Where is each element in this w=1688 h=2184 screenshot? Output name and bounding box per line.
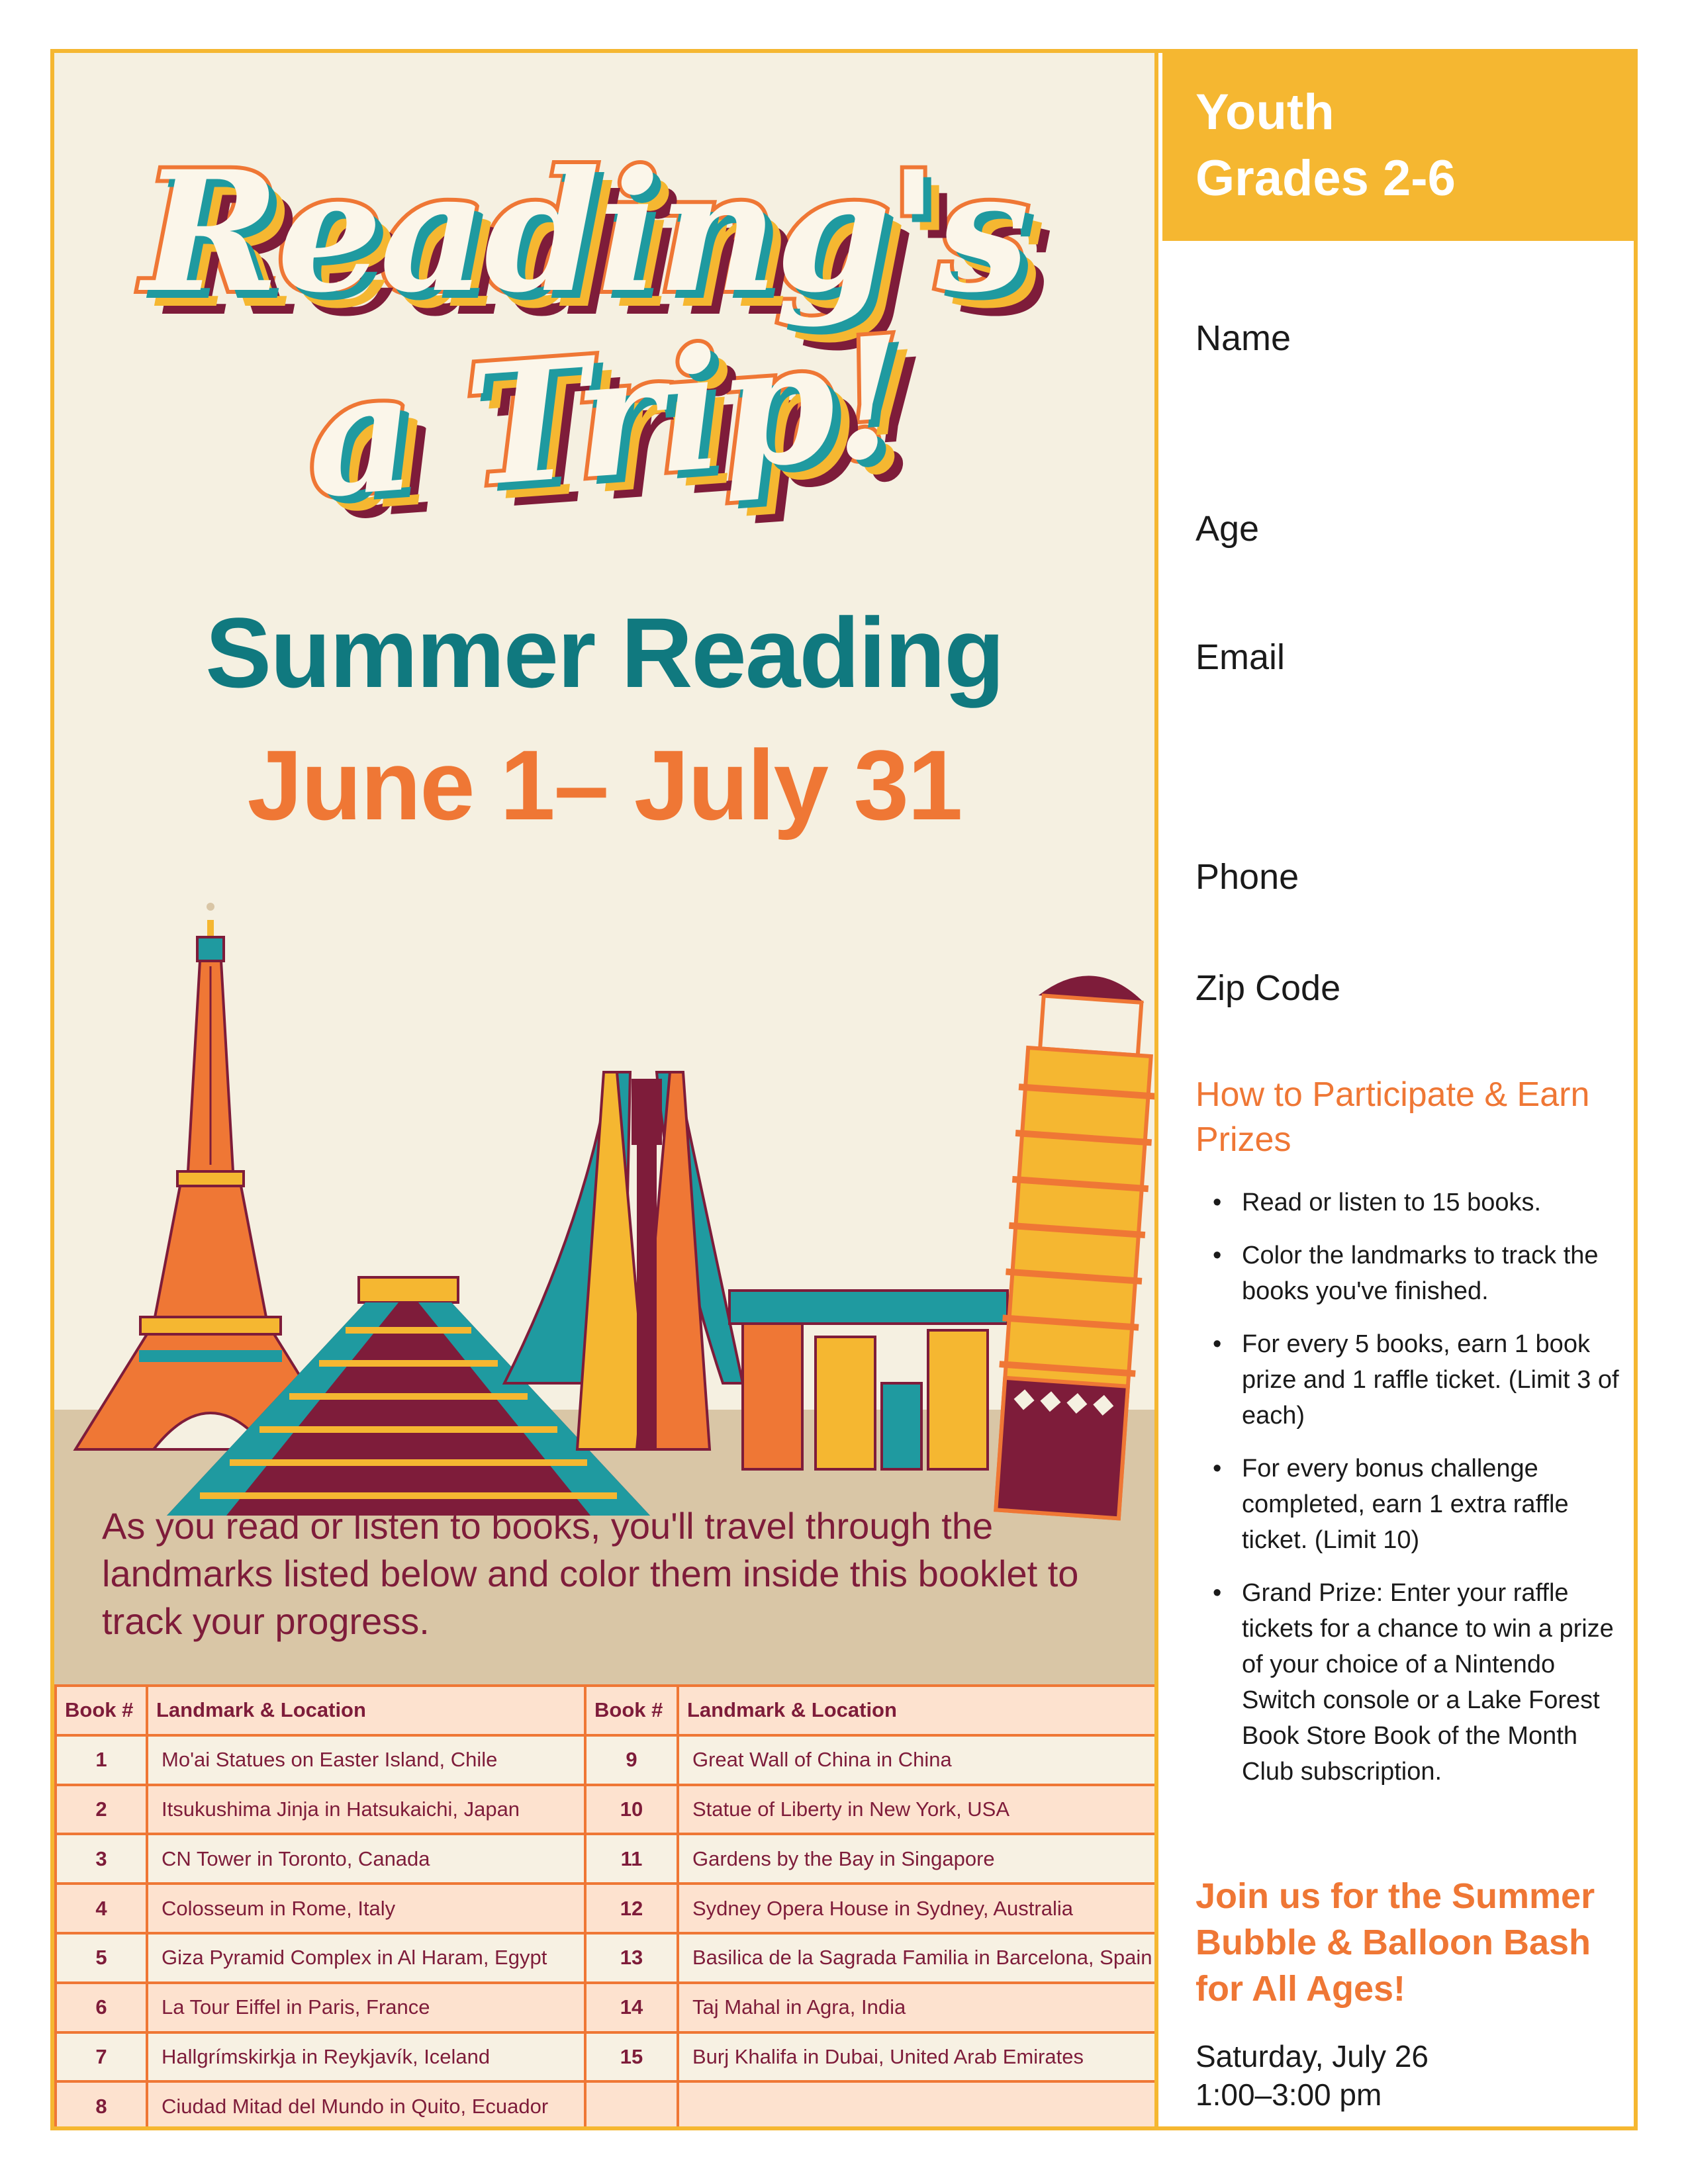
landmark-location: Ciudad Mitad del Mundo in Quito, Ecuador (147, 2081, 585, 2126)
landmark-location: Mo'ai Statues on Easter Island, Chile (147, 1735, 585, 1785)
column-header-book-number: Book # (56, 1686, 147, 1735)
list-item: • For every bonus challenge completed, earn 1 extra raffle ticket. (Limit 10) (1209, 1451, 1626, 1558)
book-number: 4 (56, 1884, 147, 1933)
table-row (56, 1735, 1157, 1785)
landmark-location: Gardens by the Bay in Singapore (678, 1834, 1157, 1884)
registration-panel (1162, 53, 1634, 2126)
program-dates: June 1– July 31 (247, 729, 962, 841)
landmarks-illustration (54, 854, 1158, 1549)
book-number: 6 (56, 1983, 147, 2032)
table-row (56, 1834, 1157, 1884)
book-number (585, 2081, 678, 2126)
book-number: 9 (585, 1735, 678, 1785)
participation-rules (1209, 1185, 1626, 1807)
grade-header (1162, 53, 1634, 241)
landmark-location: La Tour Eiffel in Paris, France (147, 1983, 585, 2032)
stonehenge-icon (729, 1291, 1008, 1469)
name-field-label: Name (1196, 318, 1291, 358)
book-number: 14 (585, 1983, 678, 2032)
book-number: 3 (56, 1834, 147, 1884)
headline-line-2: a Trip! (300, 298, 909, 535)
table-row (56, 1983, 1157, 2032)
program-title: Summer Reading (205, 597, 1004, 708)
list-item: • Read or listen to 15 books. (1209, 1185, 1626, 1220)
phone-field-label: Phone (1196, 857, 1299, 897)
table-row (56, 2032, 1157, 2082)
event-date: Saturday, July 26 (1196, 2039, 1429, 2073)
landmark-table (54, 1684, 1158, 2126)
landmark-location: Burj Khalifa in Dubai, United Arab Emirates (678, 2032, 1157, 2082)
table-header-row (56, 1686, 1157, 1735)
landmark-location: Great Wall of China in China (678, 1735, 1157, 1785)
intro-paragraph: As you read or listen to books, you'll travel through the landmarks listed below and color them inside this booklet to track your progress. (102, 1505, 1079, 1642)
book-number: 8 (56, 2081, 147, 2126)
landmark-location: Basilica de la Sagrada Familia in Barcelona, Spain (678, 1933, 1157, 1983)
headline (54, 134, 1154, 535)
book-number: 15 (585, 2032, 678, 2082)
book-number: 10 (585, 1785, 678, 1835)
list-item: • For every 5 books, earn 1 book prize and 1 raffle ticket. (Limit 3 of each) (1209, 1326, 1626, 1433)
landmark-location: Itsukushima Jinja in Hatsukaichi, Japan (147, 1785, 585, 1835)
column-header-landmark: Landmark & Location (678, 1686, 1157, 1735)
landmark-location (678, 2081, 1157, 2126)
event-time: 1:00–3:00 pm (1196, 2077, 1382, 2112)
how-to-participate-heading: How to Participate & Earn Prizes (1196, 1075, 1590, 1159)
book-number: 12 (585, 1884, 678, 1933)
list-item: • Color the landmarks to track the books you've finished. (1209, 1238, 1626, 1309)
landmark-location: Colosseum in Rome, Italy (147, 1884, 585, 1933)
audience-label: Youth (1196, 84, 1335, 140)
monument-icon (504, 1072, 743, 1449)
book-number: 5 (56, 1933, 147, 1983)
book-number: 7 (56, 2032, 147, 2082)
book-number: 1 (56, 1735, 147, 1785)
flyer-frame (50, 49, 1638, 2130)
column-header-book-number: Book # (585, 1686, 678, 1735)
book-number: 11 (585, 1834, 678, 1884)
landmark-location: CN Tower in Toronto, Canada (147, 1834, 585, 1884)
list-item: • Grand Prize: Enter your raffle tickets for a chance to win a prize of your choice of a Nintendo Switch console or a Lake Forest Book Store Book of the Month Club subscription. (1209, 1575, 1626, 1790)
book-number: 2 (56, 1785, 147, 1835)
headline-line-1: Reading's (142, 134, 1027, 329)
landmark-location: Sydney Opera House in Sydney, Australia (678, 1884, 1157, 1933)
landmark-location: Hallgrímskirkja in Reykjavík, Iceland (147, 2032, 585, 2082)
table-row (56, 1933, 1157, 1983)
zip-code-field-label: Zip Code (1196, 968, 1341, 1008)
age-field-label: Age (1196, 509, 1260, 549)
landmark-location: Statue of Liberty in New York, USA (678, 1785, 1157, 1835)
landmark-location: Giza Pyramid Complex in Al Haram, Egypt (147, 1933, 585, 1983)
column-header-landmark: Landmark & Location (147, 1686, 585, 1735)
email-field-label: Email (1196, 637, 1286, 677)
event-heading: Join us for the Summer Bubble & Balloon Bash for All Ages! (1196, 1876, 1595, 2009)
table-row (56, 1884, 1157, 1933)
landmark-location: Taj Mahal in Agra, India (678, 1983, 1157, 2032)
table-row (56, 2081, 1157, 2126)
poster-panel (54, 53, 1158, 2126)
grade-range: Grades 2-6 (1196, 150, 1456, 206)
table-row (56, 1785, 1157, 1835)
book-number: 13 (585, 1933, 678, 1983)
